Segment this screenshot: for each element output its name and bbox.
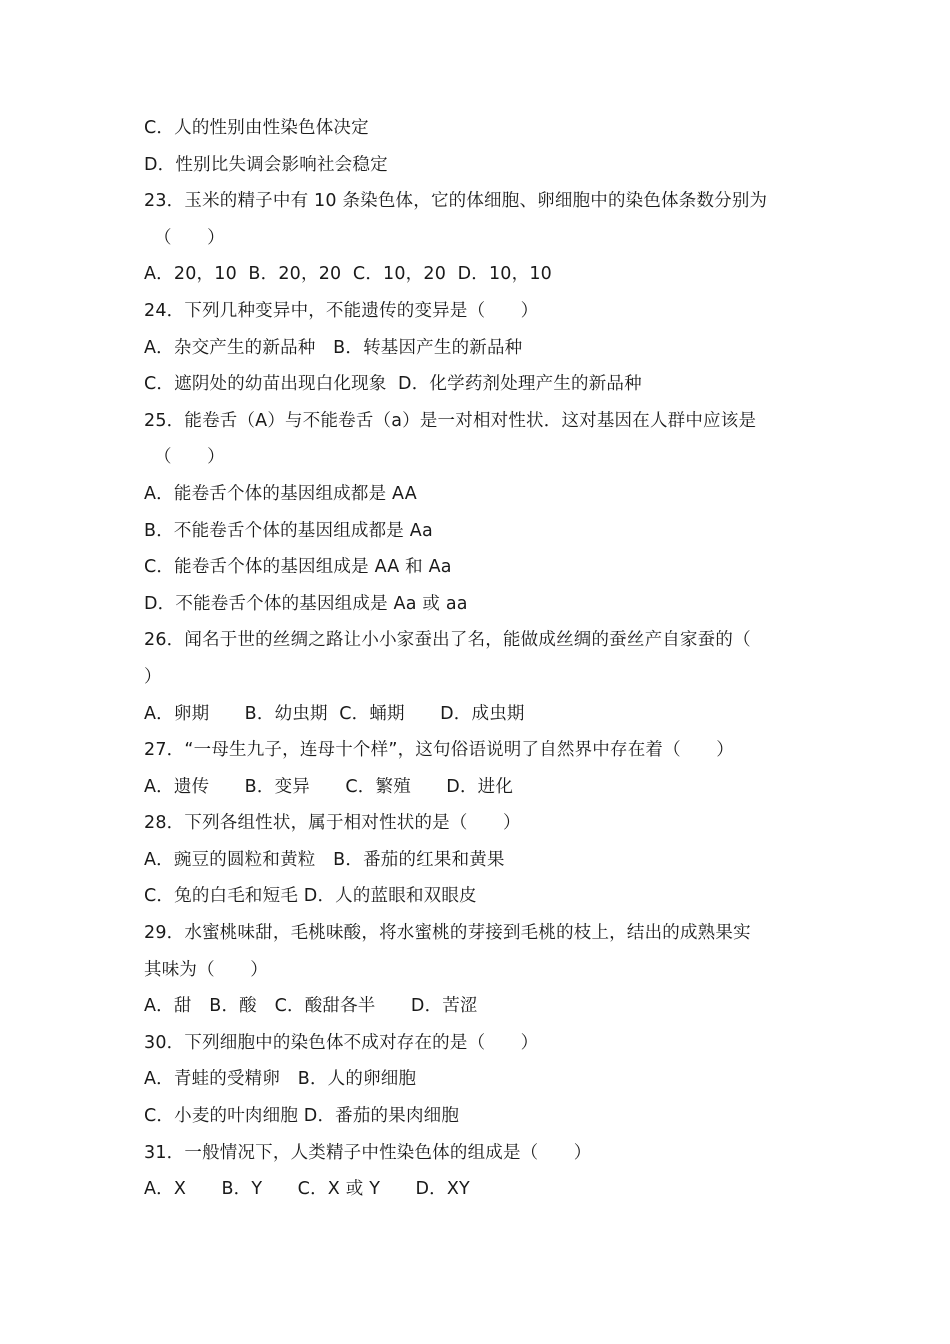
question-24-options-cd: C．遮阴处的幼苗出现白化现象 D．化学药剂处理产生的新品种 xyxy=(144,374,642,395)
question-24-options-ab: A．杂交产生的新品种 B．转基因产生的新品种 xyxy=(144,337,523,358)
question-31: 31．一般情况下，人类精子中性染色体的组成是（ ） xyxy=(144,1142,592,1163)
question-list xyxy=(144,110,814,1208)
question-25-option-a: A．能卷舌个体的基因组成都是 AA xyxy=(144,483,417,504)
question-23-options: A．20，10 B．20，20 C．10，20 D．10，10 xyxy=(144,264,552,285)
question-30-options-cd: C．小麦的叶肉细胞 D．番茄的果肉细胞 xyxy=(144,1106,460,1127)
question-27-options: A．遗传 B．变异 C．繁殖 D．进化 xyxy=(144,776,514,797)
question-31-options: A．X B．Y C．X 或 Y D．XY xyxy=(144,1179,470,1200)
question-25-option-b: B．不能卷舌个体的基因组成都是 Aa xyxy=(144,520,433,541)
question-23-bracket: （ ） xyxy=(154,227,225,248)
question-25-bracket: （ ） xyxy=(154,447,225,468)
question-26-options: A．卵期 B．幼虫期 C．蛹期 D．成虫期 xyxy=(144,703,525,724)
question-26: 26．闻名于世的丝绸之路让小小家蚕出了名，能做成丝绸的蚕丝产自家蚕的（ xyxy=(144,630,751,651)
option-line: C．人的性别由性染色体决定 xyxy=(144,118,369,138)
question-23: 23．玉米的精子中有 10 条染色体，它的体细胞、卵细胞中的染色体条数分别为 xyxy=(144,191,768,212)
question-29: 29．水蜜桃味甜，毛桃味酸，将水蜜桃的芽接到毛桃的枝上，结出的成熟果实 xyxy=(144,923,751,944)
question-28-options-cd: C．兔的白毛和短毛 D．人的蓝眼和双眼皮 xyxy=(144,886,477,907)
question-27: 27．“一母生九子，连母十个样”，这句俗语说明了自然界中存在着（ ） xyxy=(144,740,734,761)
question-24: 24．下列几种变异中，不能遗传的变异是（ ） xyxy=(144,300,539,321)
question-28-options-ab: A．豌豆的圆粒和黄粒 B．番茄的红果和黄果 xyxy=(144,849,505,870)
option-line: D．性别比失调会影响社会稳定 xyxy=(144,154,388,175)
question-25-option-c: C．能卷舌个体的基因组成是 AA 和 Aa xyxy=(144,557,452,578)
question-26-bracket: ） xyxy=(144,666,162,687)
question-25: 25．能卷舌（A）与不能卷舌（a）是一对相对性状．这对基因在人群中应该是 xyxy=(144,410,757,431)
question-25-option-d: D．不能卷舌个体的基因组成是 Aa 或 aa xyxy=(144,593,468,614)
question-29-options: A．甜 B．酸 C．酸甜各半 D．苦涩 xyxy=(144,996,478,1017)
question-29-continued: 其味为（ ） xyxy=(144,959,268,980)
question-28: 28．下列各组性状，属于相对性状的是（ ） xyxy=(144,813,521,834)
question-30: 30．下列细胞中的染色体不成对存在的是（ ） xyxy=(144,1032,539,1053)
question-30-options-ab: A．青蛙的受精卵 B．人的卵细胞 xyxy=(144,1069,417,1090)
